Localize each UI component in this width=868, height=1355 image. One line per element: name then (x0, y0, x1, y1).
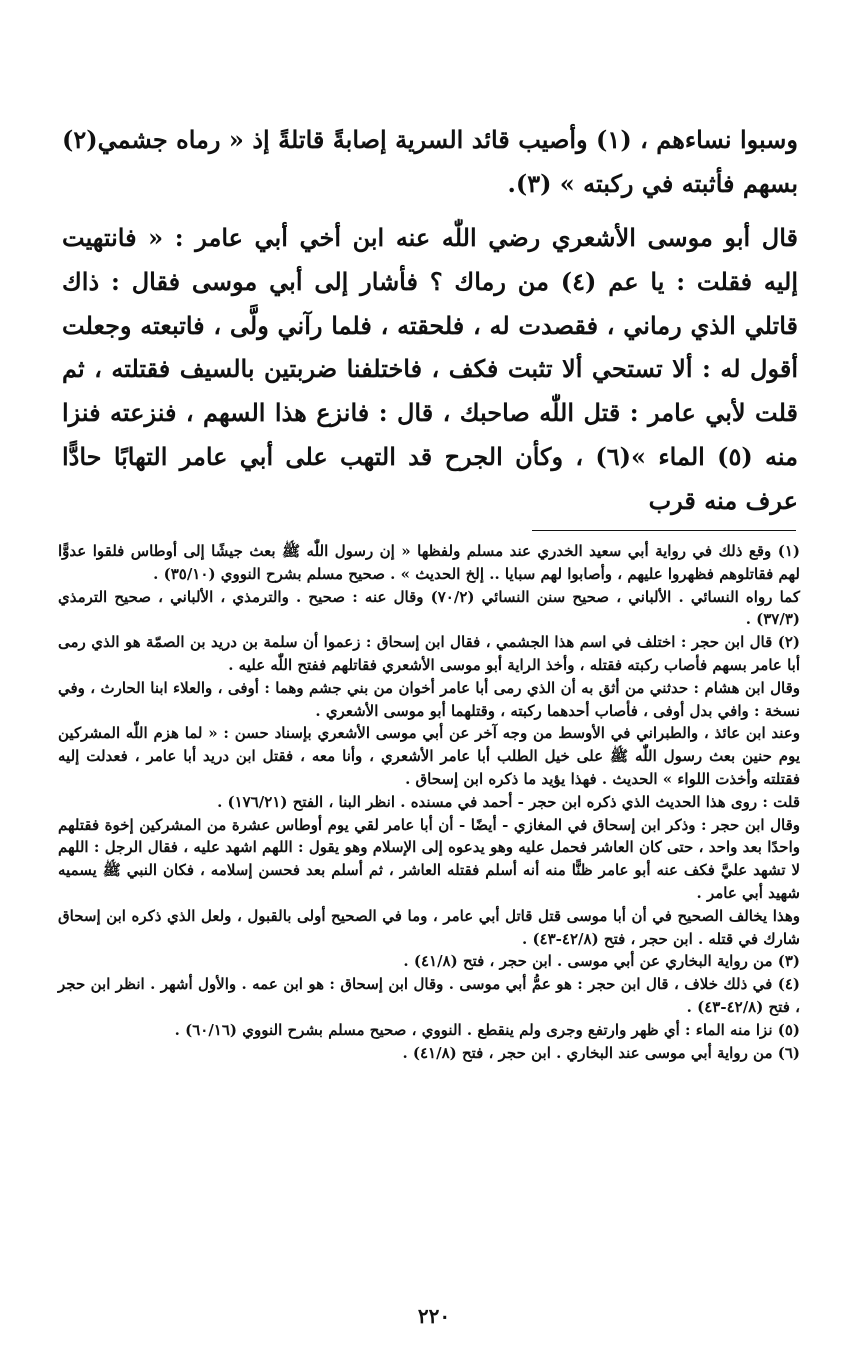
footnote-1-continued: كما رواه النسائي . الألباني ، صحيح سنن النسائي (٧٠/٢) وقال عنه : صحيح . والترمذي ، الألباني ، صحيح الترمذي (٣٧/٣) . (58, 587, 800, 629)
footnote-separator (532, 530, 796, 531)
footnote-2-continued: وعند ابن عائذ ، والطبراني في الأوسط من وجه آخر عن أبي موسى الأشعري بإسناد حسن : « لما هزم اللّٰه المشركين يوم حنين بعث رسول اللّٰه ﷺ على خيل الطلب أبا عامر الأشعري ، وأنا معه ، فقتل ابن دريد أبا عامر ، فعدلت إليه فقتلته وأخذت اللواء » الحديث . فهذا يؤيد ما ذكره ابن إسحاق . (58, 724, 800, 788)
footnote-4: (٤) في ذلك خلاف ، قال ابن حجر : هو عمُّ أبي موسى . وقال ابن إسحاق : هو ابن عمه . والأول أشهر . انظر ابن حجر ، فتح (٤٢/٨-٤٣) . (58, 975, 800, 1016)
footnote-2-continued: قلت : روى هذا الحديث الذي ذكره ابن حجر - أحمد في مسنده . انظر البنا ، الفتح (١٧٦/٢١) . (217, 792, 800, 811)
main-text (62, 118, 798, 522)
footnote-1: (١) وقع ذلك في رواية أبي سعيد الخدري عند مسلم ولفظها « إن رسول اللّٰه ﷺ بعث جيشًا إلى أوطاس فلقوا عدوًّا لهم فقاتلوهم فظهروا عليهم ، وأصابوا لهم سبايا .. إلخ الحديث » . صحيح مسلم بشرح النووي (٣٥/١٠) . (58, 542, 800, 583)
footnote-3: (٣) من رواية البخاري عن أبي موسى . ابن حجر ، فتح (٤١/٨) . (403, 952, 800, 971)
footnote-5: (٥) نزا منه الماء : أي ظهر وارتفع وجرى ولم ينقطع . النووي ، صحيح مسلم بشرح النووي (٦٠/١٦) . (174, 1020, 800, 1039)
page-number: ٢٢٠ (417, 1304, 451, 1328)
footnotes (58, 540, 800, 1064)
footnote-2: (٢) قال ابن حجر : اختلف في اسم هذا الجشمي ، فقال ابن إسحاق : زعموا أن سلمة بن دريد بن الصمّة هو الذي رمى أبا عامر بسهم فأصاب ركبته فقتله ، وأخذ الراية أبو موسى الأشعري فقاتلهم ففتح اللّٰه عليه . (58, 633, 800, 674)
main-paragraph-2: قال أبو موسى الأشعري رضي اللّٰه عنه ابن أخي أبي عامر : « فانتهيت إليه فقلت : يا عم (٤) من رماك ؟ فأشار إلى أبي موسى فقال : ذاك قاتلي الذي رماني ، فقصدت له ، فلحقته ، فلما رآني ولَّى ، فاتبعته وجعلت أقول له : ألا تستحي ألا تثبت فكف ، فاختلفنا ضربتين بالسيف فقتلته ، ثم قلت لأبي عامر : قتل اللّٰه صاحبك ، قال : فانزع هذا السهم ، فنزعته فنزا منه (٥) الماء »(٦) ، وكأن الجرح قد التهب على أبي عامر التهابًا حادًّا عرف منه قرب (62, 223, 799, 515)
main-paragraph-1: وسبوا نساءهم ، (١) وأصيب قائد السرية إصابةً قاتلةً إذ « رماه جشمي(٢) بسهم فأثبته في ركبته » (٣). (62, 125, 798, 198)
footnote-2-continued: وهذا يخالف الصحيح في أن أبا موسى قتل قاتل أبي عامر ، وما في الصحيح أولى بالقبول ، ولعل الذي ذكره ابن إسحاق شارك في قتله . ابن حجر ، فتح (٤٢/٨-٤٣) . (58, 906, 800, 948)
footnote-6: (٦) من رواية أبي موسى عند البخاري . ابن حجر ، فتح (٤١/٨) . (402, 1043, 800, 1062)
footnote-2-continued: وقال ابن هشام : حدثني من أثق به أن الذي رمى أبا عامر أخوان من بني جشم وهما : أوفى ، والعلاء ابنا الحارث ، وفي نسخة : وافي بدل أوفى ، فأصاب أحدهما ركبته ، وقتلهما أبو موسى الأشعري . (58, 678, 800, 720)
footnote-2-continued: وقال ابن حجر : وذكر ابن إسحاق في المغازي - أيضًا - أن أبا عامر لقي يوم أوطاس عشرة من المشركين إخوة فقتلهم واحدًا بعد واحد ، حتى كان العاشر فحمل عليه وهو يدعوه إلى الإسلام وهو يقول : اللهم اشهد عليه ، فقال الرجل : اللهم لا تشهد عليَّ فكف عنه أبو عامر ظنًّا منه أنه أسلم فقتله العاشر ، ثم أسلم بعد فحسن إسلامه ، فكان النبي ﷺ يسميه شهيد أبي عامر . (58, 815, 800, 902)
